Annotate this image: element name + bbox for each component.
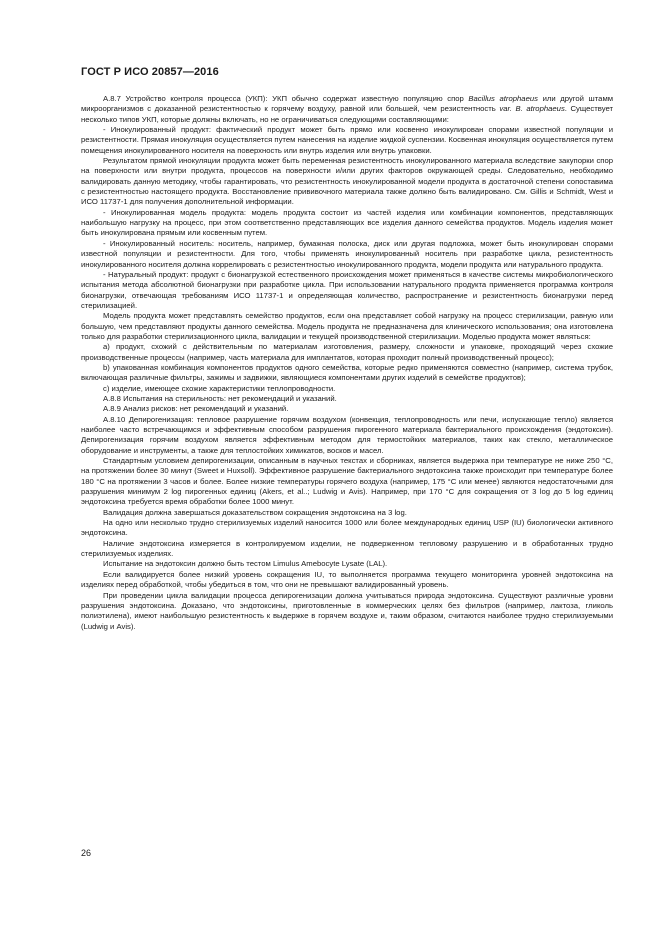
paragraph: А.8.7 Устройство контроля процесса (УКП): УКП обычно содержат известную популяцию спор Bacillus atrophaeus или другой штамм микроорганизмов с доказанной резистентностью к горячему воздуху, равной или большей, чем резистентность var. B. atrophaeus. Существует несколько типов УКП, которые должны включать, но не ограничиваться следующими составляющими:: [81, 94, 614, 124]
document-header: ГОСТ Р ИСО 20857—2016: [81, 66, 219, 78]
list-item: b) упакованная комбинация компонентов продуктов одного семейства, которые редко применяются совместно (например, система трубок, включающая различные фильтры, зажимы и задвижки, являющиеся компонентами других изделий в семействе продуктов);: [81, 362, 613, 383]
paragraph: - Натуральный продукт: продукт с бионагрузкой естественного происхождения может применяться в качестве системы микробиологического испытания метода абсолютной бионагрузки при разработке цикла. При использовании натурального продукта применяется программа контроля бионагрузки, отвечающая требованиям ИСО 11737-1 и определяющая количество, распространение и резистентность бионагрузки перед стерилизацией.: [81, 269, 613, 310]
paragraph: Стандартным условием депирогенизации, описанным в научных текстах и сборниках, является выдержка при температуре не ниже 250 °С, на протяжении более 30 минут (Sweet и Huxsoll). Эффективное разрушение бактериального эндотоксина также происходит при температуре более 180 °С на протяжении 3 часов и более. Более низкие температуры горячего воздуха (например, 175 °С или менее) являются недостаточными для разрушения минимум 2 log пирогенных единиц (Akers, et al..; Ludwig и Avis). Например, при 170 °С для сокращения от 3 log до 5 log единиц эндотоксина требуется время обработки более 1000 минут.: [81, 456, 613, 507]
paragraph: - Инокулированный продукт: фактический продукт может быть прямо или косвенно инокулирован спорами известной популяции и резистентности. Прямая инокуляция осуществляется путем нанесения на изделие жидкой суспензии. Косвенная инокуляция осуществляется путем помещения инокулированного носителя на поверхность или внутрь изделия или внутрь упаковки.: [81, 125, 613, 155]
paragraph: А.8.9 Анализ рисков: нет рекомендаций и указаний.: [103, 404, 289, 414]
paragraph: На одно или несколько трудно стерилизуемых изделий наносится 1000 или более международных единиц USP (IU) биологически активного эндотоксина.: [81, 518, 613, 538]
list-item: с) изделие, имеющее схожие характеристики теплопроводности.: [103, 383, 336, 393]
paragraph: - Инокулированный носитель: носитель, например, бумажная полоска, диск или другая подложка, может быть инокулирован спорами известной популяции и резистентности. Для того, чтобы применять инокулированный носитель при разработке цикла, резистентность инокулированного носителя должна коррелировать с резистентностью инокулированного продукта, модели продукта или натурального продукта.: [81, 238, 613, 269]
paragraph: Валидация должна завершаться доказательством сокращения эндотоксина на 3 log.: [103, 507, 407, 517]
list-item: а) продукт, схожий с действительным по материалам изготовления, размеру, сложности и упаковке, проходящий через схожие производственные процессы (например, часть материала для имплантатов, которая проходит полный производственный процесс);: [81, 342, 613, 362]
document-body: [81, 94, 613, 632]
paragraph: - Инокулированная модель продукта: модель продукта состоит из частей изделия или комбинации компонентов, представляющих наибольшую нагрузку на процесс, при этом соответственно представляющих все изделия данного семейства продуктов. Модель изделия может быть инокулирована прямым или косвенным путем.: [81, 207, 613, 238]
paragraph: Результатом прямой инокуляции продукта может быть переменная резистентность инокулированного материала вследствие закупорки спор на поверхности или внутри продукта, процессов на поверхности и/или других факторов окружающей среды. Следовательно, необходимо валидировать данную методику, чтобы гарантировать, что резистентность инокулированной модели продукта в достаточной степени сопоставима с резистентностью настоящего продукта. Восстановление прививочного материала также должно быть валидировано. См. Gillis и Schmidt, West и ИСО 11737-1 для получения дополнительной информации.: [81, 156, 613, 207]
paragraph: Если валидируется более низкий уровень сокращения IU, то выполняется программа текущего мониторинга уровней эндотоксина на изделиях перед обработкой, чтобы убедиться в том, что они не превышают валидированный уровень.: [81, 569, 613, 590]
paragraph: Испытание на эндотоксин должно быть тестом Limulus Amebocyte Lysate (LAL).: [103, 559, 388, 569]
paragraph: Модель продукта может представлять семейство продуктов, если она представляет собой нагрузку на процесс стерилизации, равную или большую, чем представляют продукты данного семейства. Модель продукта не предназначена для клинического использования; она изготовлена только для разработки стерилизационного цикла, валидации и текущей производственной стерилизации. Моделью продукта может являться:: [81, 311, 613, 341]
page-number: 26: [81, 848, 92, 858]
paragraph: А.8.8 Испытания на стерильность: нет рекомендаций и указаний.: [103, 393, 337, 403]
paragraph: А.8.10 Депирогенизация: тепловое разрушение горячим воздухом (конвекция, теплопроводность или печи, испускающие тепло) является наиболее часто встречающимся и эффективным способом разрушения пирогенного материала бактериального происхождения (эндотоксин). Депирогенизация горячим воздухом является эффективным методом для термостойких материалов, таких как стекло, металлическое оборудование и инструменты, а также для теплостойких химикатов, восков и масел.: [81, 414, 613, 455]
paragraph: Наличие эндотоксина измеряется в контролируемом изделии, не подверженном тепловому разрушению и в обработанных трудно стерилизуемых изделиях.: [81, 538, 613, 559]
paragraph: При проведении цикла валидации процесса депирогенизации должна учитываться природа эндотоксина. Существуют различные уровни разрушения эндотоксина. Доказано, что эндотоксины, приготовленные в коммерческих целях без фильтров (например, лактоза, гликоль полиэтилена), имеют наибольшую резистентность к выдержке в горячем воздухе и, таким образом, считаются наиболее трудно стерилизуемыми (Ludwig и Avis).: [81, 590, 613, 631]
